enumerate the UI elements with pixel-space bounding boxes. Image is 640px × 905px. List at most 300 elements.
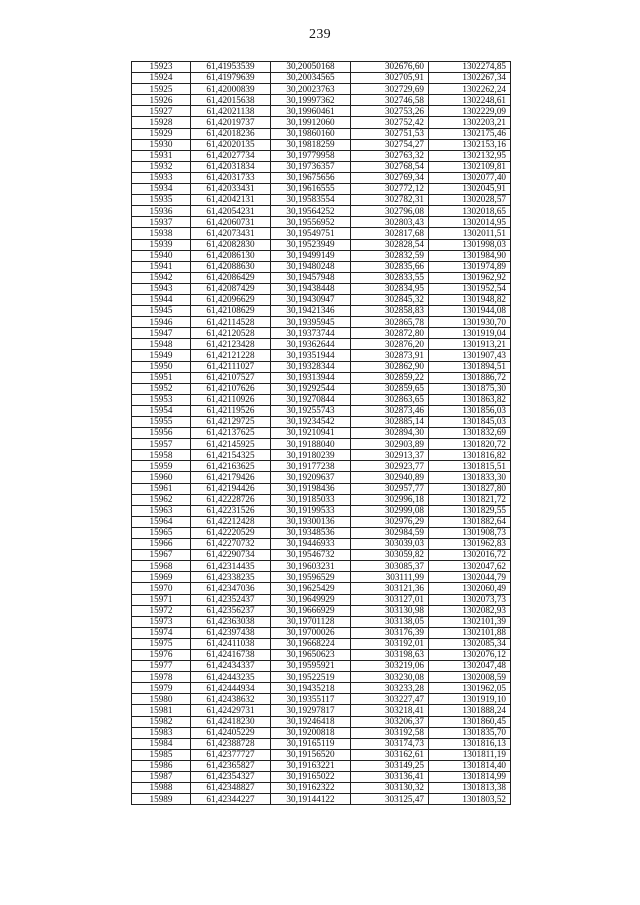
longitude-cell: 30,19200818 bbox=[271, 727, 351, 738]
longitude-cell: 30,19144122 bbox=[271, 794, 351, 805]
coord-y-cell: 1301803,52 bbox=[429, 794, 511, 805]
table-row bbox=[132, 306, 511, 317]
coord-y-cell: 1302011,51 bbox=[429, 228, 511, 239]
coord-y-cell: 1302045,91 bbox=[429, 184, 511, 195]
coord-x-cell: 303059,82 bbox=[351, 550, 429, 561]
longitude-cell: 30,19351944 bbox=[271, 350, 351, 361]
coord-y-cell: 1301886,72 bbox=[429, 372, 511, 383]
longitude-cell: 30,19446933 bbox=[271, 539, 351, 550]
longitude-cell: 30,19165022 bbox=[271, 772, 351, 783]
point-number-cell: 15943 bbox=[132, 283, 191, 294]
latitude-cell: 61,42031834 bbox=[191, 161, 271, 172]
coord-x-cell: 302768,54 bbox=[351, 161, 429, 172]
coord-x-cell: 303130,32 bbox=[351, 783, 429, 794]
longitude-cell: 30,19177238 bbox=[271, 461, 351, 472]
longitude-cell: 30,19556952 bbox=[271, 217, 351, 228]
latitude-cell: 61,42015638 bbox=[191, 95, 271, 106]
coord-y-cell: 1301821,72 bbox=[429, 494, 511, 505]
coord-x-cell: 302885,14 bbox=[351, 417, 429, 428]
point-number-cell: 15923 bbox=[132, 62, 191, 73]
page-number: 239 bbox=[309, 27, 331, 42]
point-number-cell: 15976 bbox=[132, 649, 191, 660]
coord-y-cell: 1301913,21 bbox=[429, 339, 511, 350]
point-number-cell: 15983 bbox=[132, 727, 191, 738]
coord-x-cell: 303176,39 bbox=[351, 627, 429, 638]
latitude-cell: 61,42348827 bbox=[191, 783, 271, 794]
table-row bbox=[132, 527, 511, 538]
table-row bbox=[132, 250, 511, 261]
table-row bbox=[132, 62, 511, 73]
coord-y-cell: 1302203,21 bbox=[429, 117, 511, 128]
coord-x-cell: 302859,22 bbox=[351, 372, 429, 383]
coord-x-cell: 302832,59 bbox=[351, 250, 429, 261]
coord-x-cell: 302873,46 bbox=[351, 405, 429, 416]
latitude-cell: 61,42119526 bbox=[191, 405, 271, 416]
coord-x-cell: 302976,29 bbox=[351, 516, 429, 527]
table-row bbox=[132, 361, 511, 372]
table-row bbox=[132, 472, 511, 483]
coord-x-cell: 302876,20 bbox=[351, 339, 429, 350]
coord-y-cell: 1302082,93 bbox=[429, 605, 511, 616]
latitude-cell: 61,42397438 bbox=[191, 627, 271, 638]
latitude-cell: 61,42108629 bbox=[191, 306, 271, 317]
longitude-cell: 30,19596529 bbox=[271, 572, 351, 583]
coord-y-cell: 1302085,34 bbox=[429, 638, 511, 649]
longitude-cell: 30,19355117 bbox=[271, 694, 351, 705]
longitude-cell: 30,19395945 bbox=[271, 317, 351, 328]
point-number-cell: 15927 bbox=[132, 106, 191, 117]
longitude-cell: 30,19499149 bbox=[271, 250, 351, 261]
table-row bbox=[132, 727, 511, 738]
table-row bbox=[132, 705, 511, 716]
coord-y-cell: 1302047,62 bbox=[429, 561, 511, 572]
point-number-cell: 15975 bbox=[132, 638, 191, 649]
coord-x-cell: 302746,58 bbox=[351, 95, 429, 106]
coord-y-cell: 1301875,30 bbox=[429, 383, 511, 394]
point-number-cell: 15955 bbox=[132, 417, 191, 428]
coord-x-cell: 302858,83 bbox=[351, 306, 429, 317]
coord-y-cell: 1301829,55 bbox=[429, 505, 511, 516]
table-row bbox=[132, 749, 511, 760]
coord-x-cell: 302845,32 bbox=[351, 294, 429, 305]
latitude-cell: 61,42344227 bbox=[191, 794, 271, 805]
coord-y-cell: 1301832,69 bbox=[429, 428, 511, 439]
longitude-cell: 30,19522519 bbox=[271, 672, 351, 683]
longitude-cell: 30,19438448 bbox=[271, 283, 351, 294]
longitude-cell: 30,19583554 bbox=[271, 195, 351, 206]
coord-y-cell: 1302016,72 bbox=[429, 550, 511, 561]
latitude-cell: 61,42354327 bbox=[191, 772, 271, 783]
longitude-cell: 30,19328344 bbox=[271, 361, 351, 372]
coord-x-cell: 302803,43 bbox=[351, 217, 429, 228]
coord-x-cell: 303085,37 bbox=[351, 561, 429, 572]
longitude-cell: 30,19650623 bbox=[271, 649, 351, 660]
coord-y-cell: 1301952,54 bbox=[429, 283, 511, 294]
table-row bbox=[132, 394, 511, 405]
longitude-cell: 30,19188040 bbox=[271, 439, 351, 450]
latitude-cell: 61,42121228 bbox=[191, 350, 271, 361]
longitude-cell: 30,19163221 bbox=[271, 760, 351, 771]
point-number-cell: 15935 bbox=[132, 195, 191, 206]
coord-y-cell: 1302073,73 bbox=[429, 594, 511, 605]
latitude-cell: 61,42352437 bbox=[191, 594, 271, 605]
table-row bbox=[132, 206, 511, 217]
point-number-cell: 15971 bbox=[132, 594, 191, 605]
latitude-cell: 61,42270732 bbox=[191, 539, 271, 550]
coord-x-cell: 303127,01 bbox=[351, 594, 429, 605]
coord-x-cell: 303111,99 bbox=[351, 572, 429, 583]
latitude-cell: 61,42429731 bbox=[191, 705, 271, 716]
point-number-cell: 15963 bbox=[132, 505, 191, 516]
latitude-cell: 61,42411038 bbox=[191, 638, 271, 649]
point-number-cell: 15973 bbox=[132, 616, 191, 627]
longitude-cell: 30,19546732 bbox=[271, 550, 351, 561]
coord-y-cell: 1301833,30 bbox=[429, 472, 511, 483]
latitude-cell: 61,42111027 bbox=[191, 361, 271, 372]
coord-x-cell: 302865,78 bbox=[351, 317, 429, 328]
latitude-cell: 61,42418230 bbox=[191, 716, 271, 727]
longitude-cell: 30,19701128 bbox=[271, 616, 351, 627]
latitude-cell: 61,42000839 bbox=[191, 84, 271, 95]
point-number-cell: 15972 bbox=[132, 605, 191, 616]
coord-x-cell: 303138,05 bbox=[351, 616, 429, 627]
longitude-cell: 30,19362644 bbox=[271, 339, 351, 350]
longitude-cell: 30,19457948 bbox=[271, 272, 351, 283]
latitude-cell: 61,42228726 bbox=[191, 494, 271, 505]
table-row bbox=[132, 683, 511, 694]
coord-x-cell: 302705,91 bbox=[351, 73, 429, 84]
table-row bbox=[132, 383, 511, 394]
latitude-cell: 61,41979639 bbox=[191, 73, 271, 84]
coordinates-table-body bbox=[132, 62, 511, 805]
longitude-cell: 30,19234542 bbox=[271, 417, 351, 428]
table-row bbox=[132, 450, 511, 461]
coord-y-cell: 1301816,82 bbox=[429, 450, 511, 461]
point-number-cell: 15967 bbox=[132, 550, 191, 561]
longitude-cell: 30,19180239 bbox=[271, 450, 351, 461]
latitude-cell: 61,42073431 bbox=[191, 228, 271, 239]
coord-y-cell: 1302248,61 bbox=[429, 95, 511, 106]
coord-y-cell: 1302101,88 bbox=[429, 627, 511, 638]
coord-x-cell: 303219,06 bbox=[351, 661, 429, 672]
latitude-cell: 61,42365827 bbox=[191, 760, 271, 771]
coord-x-cell: 302984,59 bbox=[351, 527, 429, 538]
longitude-cell: 30,19736357 bbox=[271, 161, 351, 172]
table-row bbox=[132, 772, 511, 783]
latitude-cell: 61,42179426 bbox=[191, 472, 271, 483]
coord-x-cell: 303227,47 bbox=[351, 694, 429, 705]
coord-x-cell: 302996,18 bbox=[351, 494, 429, 505]
longitude-cell: 30,19421346 bbox=[271, 306, 351, 317]
coord-y-cell: 1302077,40 bbox=[429, 172, 511, 183]
table-row bbox=[132, 461, 511, 472]
coord-x-cell: 303192,01 bbox=[351, 638, 429, 649]
table-row bbox=[132, 184, 511, 195]
point-number-cell: 15944 bbox=[132, 294, 191, 305]
point-number-cell: 15960 bbox=[132, 472, 191, 483]
table-row bbox=[132, 239, 511, 250]
point-number-cell: 15956 bbox=[132, 428, 191, 439]
longitude-cell: 30,19603231 bbox=[271, 561, 351, 572]
latitude-cell: 61,42145925 bbox=[191, 439, 271, 450]
point-number-cell: 15974 bbox=[132, 627, 191, 638]
point-number-cell: 15930 bbox=[132, 139, 191, 150]
coord-y-cell: 1302060,49 bbox=[429, 583, 511, 594]
latitude-cell: 61,42443235 bbox=[191, 672, 271, 683]
coord-x-cell: 302873,91 bbox=[351, 350, 429, 361]
coord-y-cell: 1301944,08 bbox=[429, 306, 511, 317]
longitude-cell: 30,19156520 bbox=[271, 749, 351, 760]
coord-y-cell: 1301998,03 bbox=[429, 239, 511, 250]
latitude-cell: 61,42096629 bbox=[191, 294, 271, 305]
coord-x-cell: 303230,08 bbox=[351, 672, 429, 683]
coord-y-cell: 1302018,65 bbox=[429, 206, 511, 217]
coord-y-cell: 1302132,95 bbox=[429, 150, 511, 161]
coord-x-cell: 302729,69 bbox=[351, 84, 429, 95]
coord-y-cell: 1301811,19 bbox=[429, 749, 511, 760]
coord-y-cell: 1301882,64 bbox=[429, 516, 511, 527]
longitude-cell: 30,19255743 bbox=[271, 405, 351, 416]
table-row bbox=[132, 649, 511, 660]
table-row bbox=[132, 272, 511, 283]
coord-x-cell: 303174,73 bbox=[351, 738, 429, 749]
coord-x-cell: 302999,08 bbox=[351, 505, 429, 516]
table-row bbox=[132, 228, 511, 239]
table-row bbox=[132, 139, 511, 150]
table-row bbox=[132, 672, 511, 683]
longitude-cell: 30,19270844 bbox=[271, 394, 351, 405]
point-number-cell: 15969 bbox=[132, 572, 191, 583]
coord-x-cell: 302769,34 bbox=[351, 172, 429, 183]
coord-x-cell: 302862,90 bbox=[351, 361, 429, 372]
longitude-cell: 30,19960461 bbox=[271, 106, 351, 117]
coord-y-cell: 1301962,05 bbox=[429, 683, 511, 694]
coord-y-cell: 1302274,85 bbox=[429, 62, 511, 73]
table-row bbox=[132, 483, 511, 494]
table-row bbox=[132, 294, 511, 305]
coord-y-cell: 1301835,70 bbox=[429, 727, 511, 738]
coord-x-cell: 302772,12 bbox=[351, 184, 429, 195]
table-row bbox=[132, 616, 511, 627]
point-number-cell: 15939 bbox=[132, 239, 191, 250]
longitude-cell: 30,19292544 bbox=[271, 383, 351, 394]
longitude-cell: 30,19199533 bbox=[271, 505, 351, 516]
coord-y-cell: 1302028,57 bbox=[429, 195, 511, 206]
latitude-cell: 61,42405229 bbox=[191, 727, 271, 738]
coordinates-table bbox=[131, 61, 511, 805]
table-row bbox=[132, 561, 511, 572]
table-row bbox=[132, 128, 511, 139]
point-number-cell: 15981 bbox=[132, 705, 191, 716]
table-row bbox=[132, 261, 511, 272]
longitude-cell: 30,19668224 bbox=[271, 638, 351, 649]
longitude-cell: 30,19779958 bbox=[271, 150, 351, 161]
point-number-cell: 15987 bbox=[132, 772, 191, 783]
latitude-cell: 61,42444934 bbox=[191, 683, 271, 694]
latitude-cell: 61,42114528 bbox=[191, 317, 271, 328]
point-number-cell: 15926 bbox=[132, 95, 191, 106]
table-row bbox=[132, 494, 511, 505]
table-row bbox=[132, 594, 511, 605]
point-number-cell: 15980 bbox=[132, 694, 191, 705]
point-number-cell: 15961 bbox=[132, 483, 191, 494]
table-row bbox=[132, 328, 511, 339]
table-row bbox=[132, 350, 511, 361]
coord-y-cell: 1302076,12 bbox=[429, 649, 511, 660]
latitude-cell: 61,42060731 bbox=[191, 217, 271, 228]
latitude-cell: 61,42347036 bbox=[191, 583, 271, 594]
latitude-cell: 61,42107626 bbox=[191, 383, 271, 394]
coord-x-cell: 303136,41 bbox=[351, 772, 429, 783]
coord-x-cell: 302957,77 bbox=[351, 483, 429, 494]
coord-y-cell: 1301908,73 bbox=[429, 527, 511, 538]
table-row bbox=[132, 150, 511, 161]
table-row bbox=[132, 638, 511, 649]
point-number-cell: 15965 bbox=[132, 527, 191, 538]
coord-y-cell: 1302267,34 bbox=[429, 73, 511, 84]
coord-y-cell: 1302109,81 bbox=[429, 161, 511, 172]
coord-x-cell: 302752,42 bbox=[351, 117, 429, 128]
table-row bbox=[132, 516, 511, 527]
longitude-cell: 30,19435218 bbox=[271, 683, 351, 694]
coord-x-cell: 303149,25 bbox=[351, 760, 429, 771]
longitude-cell: 30,19912060 bbox=[271, 117, 351, 128]
point-number-cell: 15931 bbox=[132, 150, 191, 161]
point-number-cell: 15988 bbox=[132, 783, 191, 794]
longitude-cell: 30,19300136 bbox=[271, 516, 351, 527]
coord-x-cell: 302796,08 bbox=[351, 206, 429, 217]
latitude-cell: 61,42129725 bbox=[191, 417, 271, 428]
longitude-cell: 30,19185033 bbox=[271, 494, 351, 505]
coord-x-cell: 302872,80 bbox=[351, 328, 429, 339]
longitude-cell: 30,19564252 bbox=[271, 206, 351, 217]
point-number-cell: 15929 bbox=[132, 128, 191, 139]
longitude-cell: 30,19860160 bbox=[271, 128, 351, 139]
latitude-cell: 61,42220529 bbox=[191, 527, 271, 538]
longitude-cell: 30,19198436 bbox=[271, 483, 351, 494]
coord-x-cell: 303130,98 bbox=[351, 605, 429, 616]
coord-y-cell: 1301814,99 bbox=[429, 772, 511, 783]
table-row bbox=[132, 106, 511, 117]
longitude-cell: 30,19246418 bbox=[271, 716, 351, 727]
point-number-cell: 15985 bbox=[132, 749, 191, 760]
point-number-cell: 15986 bbox=[132, 760, 191, 771]
coord-y-cell: 1301930,70 bbox=[429, 317, 511, 328]
coord-y-cell: 1301814,40 bbox=[429, 760, 511, 771]
table-row bbox=[132, 161, 511, 172]
longitude-cell: 30,19162322 bbox=[271, 783, 351, 794]
latitude-cell: 61,42290734 bbox=[191, 550, 271, 561]
coord-y-cell: 1301813,38 bbox=[429, 783, 511, 794]
coord-y-cell: 1302229,09 bbox=[429, 106, 511, 117]
coord-y-cell: 1301827,80 bbox=[429, 483, 511, 494]
latitude-cell: 61,42088630 bbox=[191, 261, 271, 272]
longitude-cell: 30,19480248 bbox=[271, 261, 351, 272]
point-number-cell: 15946 bbox=[132, 317, 191, 328]
table-row bbox=[132, 172, 511, 183]
table-row bbox=[132, 783, 511, 794]
point-number-cell: 15952 bbox=[132, 383, 191, 394]
coord-y-cell: 1301948,82 bbox=[429, 294, 511, 305]
latitude-cell: 61,42388728 bbox=[191, 738, 271, 749]
point-number-cell: 15937 bbox=[132, 217, 191, 228]
coord-y-cell: 1301863,82 bbox=[429, 394, 511, 405]
point-number-cell: 15950 bbox=[132, 361, 191, 372]
longitude-cell: 30,19666929 bbox=[271, 605, 351, 616]
coord-y-cell: 1302175,46 bbox=[429, 128, 511, 139]
longitude-cell: 30,20034565 bbox=[271, 73, 351, 84]
latitude-cell: 61,42042131 bbox=[191, 195, 271, 206]
coord-y-cell: 1301919,10 bbox=[429, 694, 511, 705]
coord-y-cell: 1302153,16 bbox=[429, 139, 511, 150]
coord-y-cell: 1301820,72 bbox=[429, 439, 511, 450]
point-number-cell: 15934 bbox=[132, 184, 191, 195]
longitude-cell: 30,19297817 bbox=[271, 705, 351, 716]
latitude-cell: 61,42416738 bbox=[191, 649, 271, 660]
latitude-cell: 61,42231526 bbox=[191, 505, 271, 516]
coord-x-cell: 303206,37 bbox=[351, 716, 429, 727]
longitude-cell: 30,19997362 bbox=[271, 95, 351, 106]
longitude-cell: 30,19373744 bbox=[271, 328, 351, 339]
coord-y-cell: 1301856,03 bbox=[429, 405, 511, 416]
table-row bbox=[132, 627, 511, 638]
longitude-cell: 30,19595921 bbox=[271, 661, 351, 672]
coord-x-cell: 302903,89 bbox=[351, 439, 429, 450]
table-row bbox=[132, 605, 511, 616]
coord-x-cell: 302751,53 bbox=[351, 128, 429, 139]
coord-x-cell: 303233,28 bbox=[351, 683, 429, 694]
coord-y-cell: 1301919,04 bbox=[429, 328, 511, 339]
point-number-cell: 15947 bbox=[132, 328, 191, 339]
coord-x-cell: 302754,27 bbox=[351, 139, 429, 150]
point-number-cell: 15979 bbox=[132, 683, 191, 694]
table-row bbox=[132, 794, 511, 805]
table-row bbox=[132, 195, 511, 206]
longitude-cell: 30,19430947 bbox=[271, 294, 351, 305]
longitude-cell: 30,19818259 bbox=[271, 139, 351, 150]
longitude-cell: 30,20050168 bbox=[271, 62, 351, 73]
point-number-cell: 15924 bbox=[132, 73, 191, 84]
coord-x-cell: 302859,65 bbox=[351, 383, 429, 394]
coord-x-cell: 302753,26 bbox=[351, 106, 429, 117]
point-number-cell: 15933 bbox=[132, 172, 191, 183]
coord-x-cell: 303039,03 bbox=[351, 539, 429, 550]
latitude-cell: 61,42434337 bbox=[191, 661, 271, 672]
point-number-cell: 15951 bbox=[132, 372, 191, 383]
point-number-cell: 15958 bbox=[132, 450, 191, 461]
table-row bbox=[132, 117, 511, 128]
point-number-cell: 15932 bbox=[132, 161, 191, 172]
longitude-cell: 30,19549751 bbox=[271, 228, 351, 239]
coord-y-cell: 1302014,95 bbox=[429, 217, 511, 228]
coord-y-cell: 1302044,79 bbox=[429, 572, 511, 583]
coord-y-cell: 1301962,83 bbox=[429, 539, 511, 550]
coord-x-cell: 302923,77 bbox=[351, 461, 429, 472]
coord-y-cell: 1302008,59 bbox=[429, 672, 511, 683]
latitude-cell: 61,42019737 bbox=[191, 117, 271, 128]
longitude-cell: 30,19348536 bbox=[271, 527, 351, 538]
point-number-cell: 15989 bbox=[132, 794, 191, 805]
point-number-cell: 15970 bbox=[132, 583, 191, 594]
latitude-cell: 61,42163625 bbox=[191, 461, 271, 472]
latitude-cell: 61,42137625 bbox=[191, 428, 271, 439]
point-number-cell: 15953 bbox=[132, 394, 191, 405]
longitude-cell: 30,20023763 bbox=[271, 84, 351, 95]
longitude-cell: 30,19209637 bbox=[271, 472, 351, 483]
coord-x-cell: 302763,32 bbox=[351, 150, 429, 161]
latitude-cell: 61,42194426 bbox=[191, 483, 271, 494]
latitude-cell: 61,42027734 bbox=[191, 150, 271, 161]
